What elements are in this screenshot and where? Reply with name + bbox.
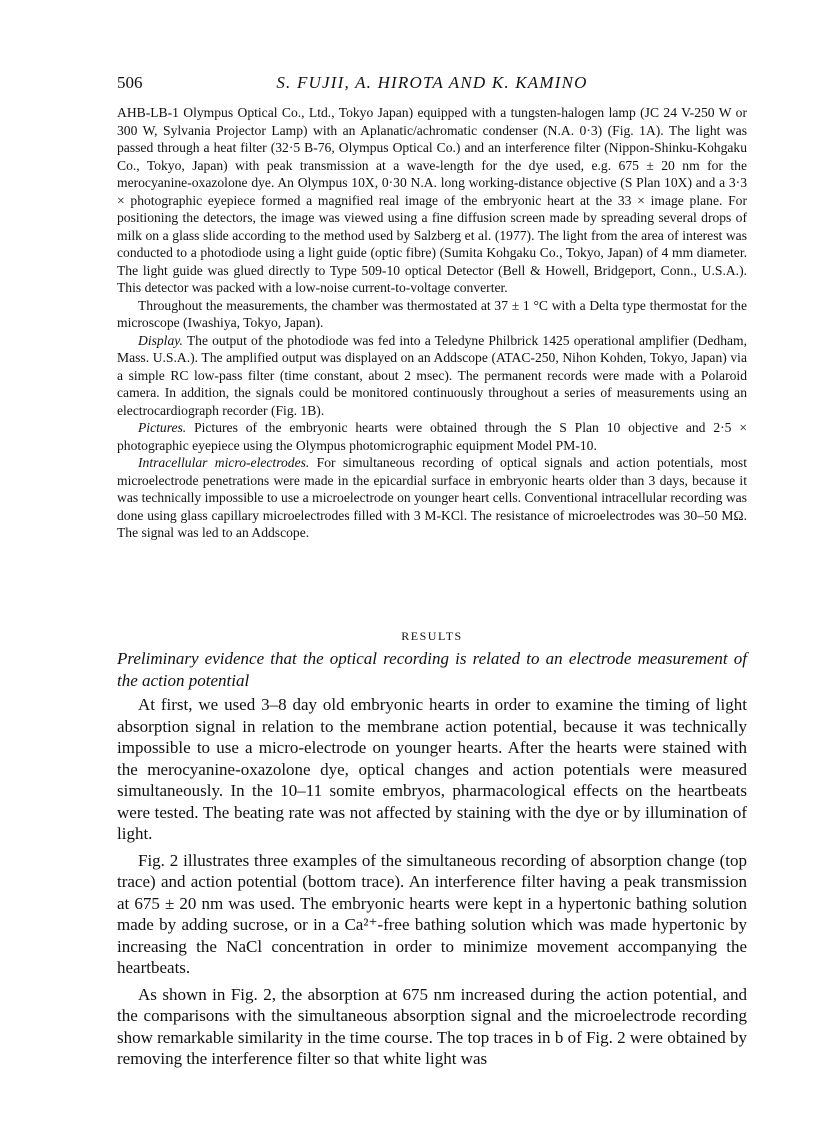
page-number: 506 xyxy=(117,73,143,92)
intracellular-text: For simultaneous recording of optical signals and action potentials, most microelectrode penetrations were made in the epicardial surface in embryonic hearts older than 3 days, because it was technically impossible to use a microelectrode on younger heart cells. Conventional intracellular recording was done using glass capillary microelectrodes filled with 3 M-KCl. The resistance of microelectrodes was 30–50 MΩ. The signal was led to an Addscope. xyxy=(117,455,748,540)
display-label: Display. xyxy=(138,332,183,348)
methods-paragraph-1: AHB-LB-1 Olympus Optical Co., Ltd., Tokyo Japan) equipped with a tungsten-halogen lamp (JC 24 V-250 W or 300 W, Sylvania Projector Lamp) with an Aplanatic/achromatic condenser (N.A. 0·3) (Fig. 1A). The light was passed through a heat filter (32·5 B-76, Olympus Optical Co.) and an interference filter (Nippon-Shinku-Kohgaku Co., Tokyo, Japan) with peak transmission at a wave-length for the dye used, e.g. 675 ± 20 nm for the merocyanine-oxazolone dye. An Olympus 10X, 0·30 N.A. long working-distance objective (S Plan 10X) and a 3·3 × photographic eyepiece formed a magnified real image of the embryonic heart at the 33 × image plane. For positioning the detectors, the image was viewed using a fine diffusion screen made by spreading several drops of milk on a glass slide according to the method used by Salzberg et al. (1977). The light from the area of interest was conducted to a photodiode using a light guide (optic fibre) (Sumita Kohgaku Co., Tokyo, Japan) of 4 mm diameter. The light guide was glued directly to Type 509-10 optical Detector (Bell & Howell, Bridgeport, Conn., U.S.A.). This detector was packed with a low-noise current-to-voltage converter. xyxy=(117,105,747,295)
pictures-text: Pictures of the embryonic hearts were obtained through the S Plan 10 objective and 2·5 × photographic eyepiece using the Olympus photomicrographic equipment Model PM-10. xyxy=(117,420,747,453)
pictures-paragraph xyxy=(117,419,747,454)
results-body xyxy=(117,694,747,1075)
pictures-label: Pictures. xyxy=(138,420,187,435)
methods-section xyxy=(117,104,747,542)
running-head: S. FUJII, A. HIROTA AND K. KAMINO xyxy=(276,73,588,92)
intracellular-paragraph xyxy=(117,454,747,542)
display-text: The output of the photodiode was fed into a Teledyne Philbrick 1425 operational amplifier (Dedham, Mass. U.S.A.). The amplified output was displayed on an Addscope (ATAC-250, Nihon Kohden, Tokyo, Japan) via a simple RC low-pass filter (time constant, about 2 msec). The permanent records were made with a Polaroid camera. In addition, the signals could be monitored continuously throughout a series of measurements using an electrocardiograph recorder (Fig. 1B). xyxy=(117,332,747,418)
methods-paragraph-2: Throughout the measurements, the chamber was thermostated at 37 ± 1 °C with a Delta type thermostat for the microscope (Iwashiya, Tokyo, Japan). xyxy=(117,297,747,330)
results-paragraph-3: As shown in Fig. 2, the absorption at 675 nm increased during the action potential, and the comparisons with the simultaneous absorption signal and the microelectrode recording show remarkable similarity in the time course. The top traces in b of Fig. 2 were obtained by removing the interference filter so that white light was xyxy=(117,984,747,1068)
intracellular-label: Intracellular micro-electrodes. xyxy=(138,455,310,470)
results-subheading: Preliminary evidence that the optical recording is related to an electrode measurement of the action potential xyxy=(117,649,747,690)
results-paragraph-1: At first, we used 3–8 day old embryonic hearts in order to examine the timing of light absorption signal in relation to the membrane action potential, because it was technically impossible to use a micro-electrode on younger hearts. After the hearts were stained with the merocyanine-oxazolone dye, optical changes and action potentials were measured simultaneously. In the 10–11 somite embryos, pharmacological effects on the heartbeats were tested. The beating rate was not affected by staining with the dye or by illumination of light. xyxy=(117,695,747,843)
page-header xyxy=(117,73,747,97)
results-heading: RESULTS xyxy=(401,629,463,643)
display-paragraph xyxy=(117,332,747,420)
results-paragraph-2: Fig. 2 illustrates three examples of the simultaneous recording of absorption change (top trace) and action potential (bottom trace). An interference filter having a peak transmission at 675 ± 20 nm was used. The embryonic hearts were kept in a hypertonic bathing solution made by adding sucrose, or in a Ca²⁺-free bathing solution which was made hypertonic by increasing the NaCl concentration in order to minimize movement accompanying the heartbeats. xyxy=(117,850,747,977)
